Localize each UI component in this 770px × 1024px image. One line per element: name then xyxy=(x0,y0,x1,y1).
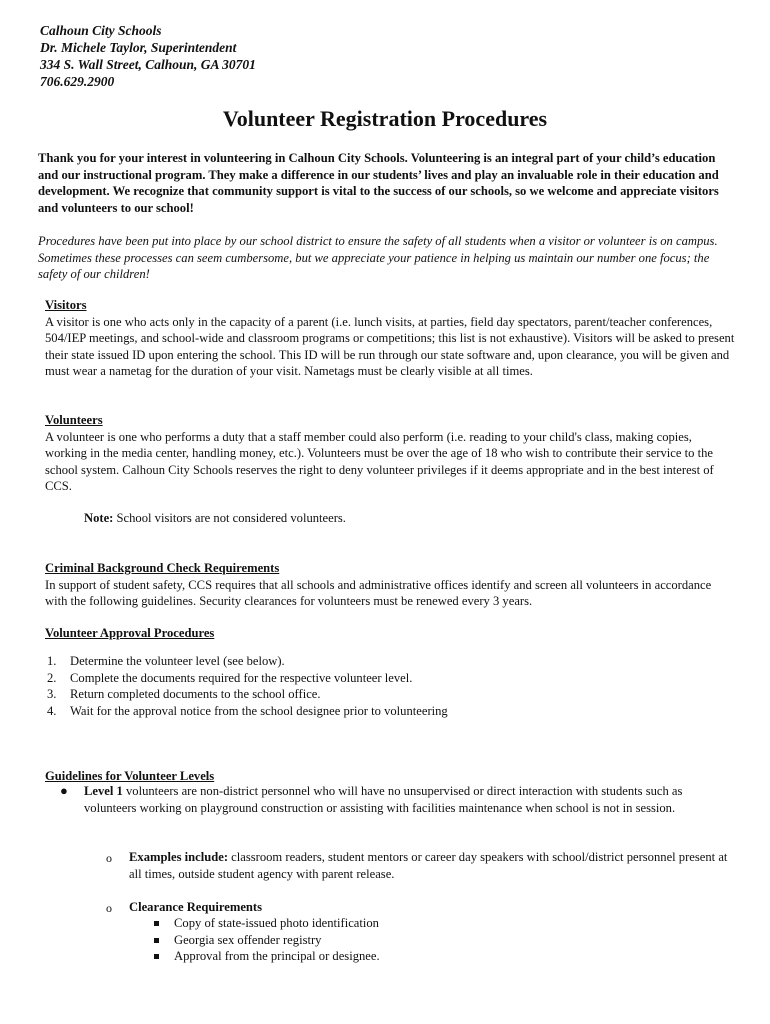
guidelines-heading: Guidelines for Volunteer Levels xyxy=(45,769,215,783)
list-item xyxy=(45,703,448,720)
approval-heading: Volunteer Approval Procedures xyxy=(45,626,215,640)
step-number: 3. xyxy=(47,687,57,701)
approval-steps xyxy=(45,653,448,719)
square-bullet-icon xyxy=(154,954,159,959)
clearance-item-text: Copy of state-issued photo identification xyxy=(174,916,379,930)
volunteers-text: A volunteer is one who performs a duty that a staff member could also perform (i.e. reading to your child's class, making copies, working in the media center, handling money, etc.). Volunteers must be over the age of 18 who wish to contribute their service to the school system. Calhoun City Schools reserves the right to deny volunteer privileges if it deems appropriate and in the best interest of CCS. xyxy=(45,429,714,493)
clearance-heading xyxy=(129,899,729,916)
volunteers-section xyxy=(45,412,735,495)
intro-paragraph: Thank you for your interest in volunteering in Calhoun City Schools. Volunteering is an integral part of your child’s education and our instructional program. They make a difference in our students’ lives and play an invaluable role in their education and development. We recognize that community support is vital to the success of our schools, so we welcome and appreciate visitors and volunteers to our school! xyxy=(38,151,719,215)
approval-section xyxy=(45,625,735,642)
bullet-icon: ● xyxy=(60,783,68,798)
clearance-list xyxy=(154,915,380,965)
step-text: Return completed documents to the school office. xyxy=(70,687,321,701)
note xyxy=(84,511,346,526)
superintendent: Dr. Michele Taylor, Superintendent xyxy=(40,40,237,55)
clearance-label: Clearance Requirements xyxy=(129,900,263,914)
background-check-heading: Criminal Background Check Requirements xyxy=(45,561,280,575)
level1-text: volunteers are non-district personnel who will have no unsupervised or direct interaction with students such as volunteers working on playground construction or assisting with facilities maintenance when school is not in session. xyxy=(84,784,683,815)
square-bullet-icon xyxy=(154,921,159,926)
school-name: Calhoun City Schools xyxy=(40,23,162,38)
examples-text: classroom readers, student mentors or career day speakers with school/district personnel present at all times, outside student agency with parent release. xyxy=(129,850,728,881)
note-text: School visitors are not considered volunteers. xyxy=(113,511,346,525)
step-number: 2. xyxy=(47,670,57,685)
circle-bullet-icon: o xyxy=(106,901,112,915)
examples-label: Examples include: xyxy=(129,850,229,864)
examples-item xyxy=(129,849,729,882)
level1-item xyxy=(84,783,734,816)
clearance-item-text: Approval from the principal or designee. xyxy=(174,949,380,963)
list-item xyxy=(45,686,448,703)
step-number: 1. xyxy=(47,654,57,668)
list-item xyxy=(154,948,380,965)
step-text: Wait for the approval notice from the school designee prior to volunteering xyxy=(70,703,448,718)
visitors-heading: Visitors xyxy=(45,298,87,312)
background-check-section xyxy=(45,560,735,610)
step-number: 4. xyxy=(47,703,57,718)
page-title: Volunteer Registration Procedures xyxy=(222,106,548,131)
visitors-section xyxy=(45,297,735,380)
square-bullet-icon xyxy=(154,938,159,943)
step-text: Complete the documents required for the respective volunteer level. xyxy=(70,670,413,685)
background-check-text: In support of student safety, CCS requires that all schools and administrative offices identify and screen all volunteers in accordance with the following guidelines. Security clearances for volunteers must be renewed every 3 years. xyxy=(45,577,712,608)
clearance-item-text: Georgia sex offender registry xyxy=(174,932,322,947)
address: 334 S. Wall Street, Calhoun, GA 30701 xyxy=(40,57,256,72)
visitors-text: A visitor is one who acts only in the capacity of a parent (i.e. lunch visits, at parties, field day spectators, parent/teacher conferences, 504/IEP meetings, and school-wide and classroom programs or competitions; this list is not exhaustive). Visitors will be asked to present their state issued ID upon entering the school. This ID will be run through our state software and, upon clearance, you will be given and must wear a nametag for the duration of your visit. Nametags must be clearly visible at all times. xyxy=(45,314,735,378)
note-label: Note: xyxy=(84,511,114,525)
level1-label: Level 1 xyxy=(84,784,123,798)
step-text: Determine the volunteer level (see below). xyxy=(70,654,285,668)
list-item xyxy=(154,915,380,932)
volunteers-heading: Volunteers xyxy=(45,413,103,427)
list-item xyxy=(45,653,448,670)
list-item xyxy=(154,932,380,949)
list-item xyxy=(45,670,448,687)
procedures-note: Procedures have been put into place by our school district to ensure the safety of all students when a visitor or volunteer is on campus. Sometimes these processes can seem cumbersome, but we appreciate your patience in helping us maintain our number one focus; the safety of our children! xyxy=(38,234,718,281)
phone: 706.629.2900 xyxy=(40,74,115,89)
letterhead xyxy=(40,22,256,90)
circle-bullet-icon: o xyxy=(106,851,112,865)
